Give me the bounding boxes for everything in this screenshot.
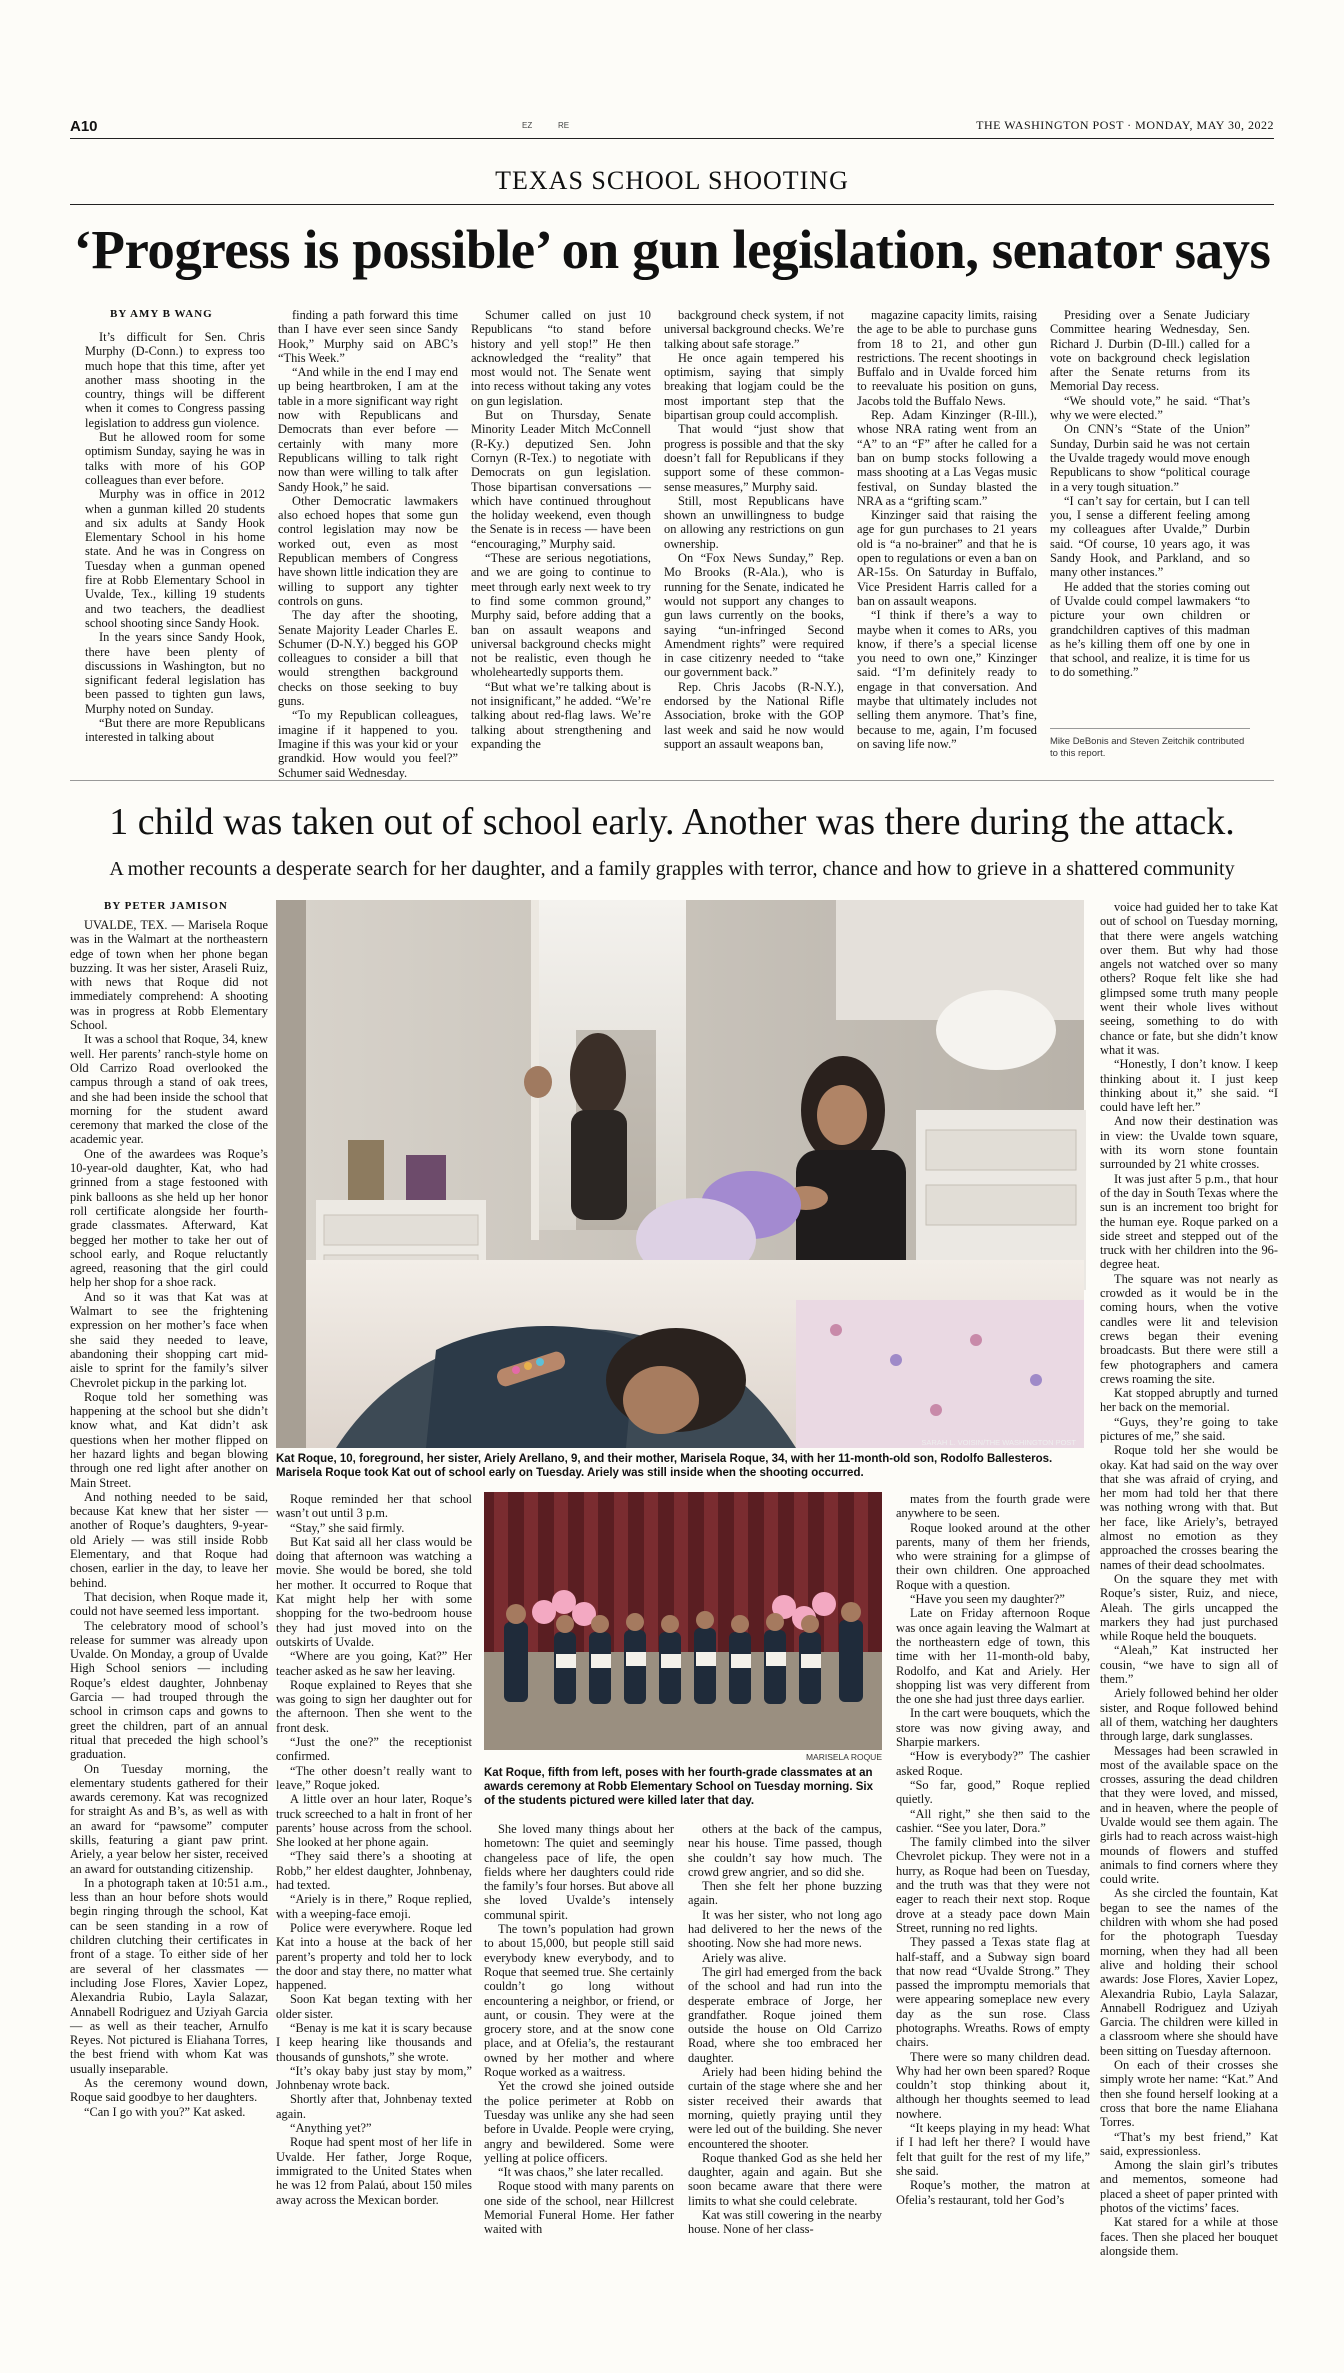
paragraph: Shortly after that, Johnbenay texted again.: [276, 2092, 472, 2121]
paragraph: Schumer called on just 10 Republicans “to stand before history and yell stop!” He then acknowledged the “reality” that most would not. The Senate went into recess without taking any votes on gun legislation.: [471, 308, 651, 408]
paragraph: Yet the crowd she joined outside the police perimeter at Robb on Tuesday was unlike any she had seen before in Uvalde. People were crying, angry and bewildered. Some were yelling at police officers.: [484, 2079, 674, 2165]
paragraph: Kat was still cowering in the nearby house. None of her class-: [688, 2208, 882, 2237]
paragraph: Roque explained to Reyes that she was going to sign her daughter out for the afternoon. Then she went to the front desk.: [276, 1677, 472, 1735]
paragraph: Late on Friday afternoon Roque was once again leaving the Walmart at the northeastern edge of town, this time with her 11-month-old baby, Rodolfo, and Kat and Ariely. Her shopping list was very different from the one she had just three days earlier.: [896, 1606, 1090, 1707]
story-divider: [70, 780, 1274, 781]
paragraph: But he allowed room for some optimism Sunday, saying he was in talks with more of his GOP colleagues than ever before.: [85, 430, 265, 487]
contrib-rule: [1050, 728, 1250, 729]
paragraph: others at the back of the campus, near his house. Time passed, though she couldn’t say how much. The crowd grew angrier, and so did she.: [688, 1822, 882, 1879]
paragraph: Roque told her something was happening at the school but she didn’t know what, and Kat didn’t ask questions when her mother flipped on her hazard lights and began blowing through one red light after another on Main Street.: [70, 1389, 268, 1490]
paragraph: There were so many children dead. Why had her own been spared? Roque couldn’t stop thinking about it, although her thoughts seemed to lead nowhere.: [896, 2049, 1090, 2121]
story1-column: [664, 308, 844, 770]
paragraph: He added that the stories coming out of Uvalde could compel lawmakers “to picture your own children or grandchildren captives of this madman as he’s killing them off one by one in that school, and realize, it is time for us to do something.”: [1050, 579, 1250, 680]
paragraph: “I think if there’s a way to maybe when it comes to ARs, you know, if there’s a special license you need to own one,” Kinzinger said. “I’m definitely ready to engage in that conversation. And maybe that ultimately includes not selling them anymore. That’s fine, because to me, again, I’m focused on saving life now.”: [857, 608, 1037, 751]
story1-column: [471, 308, 651, 770]
top-rule: [70, 138, 1274, 139]
paragraph: “That’s my best friend,” Kat said, expressionless.: [1100, 2129, 1278, 2158]
paragraph: “Have you seen my daughter?”: [910, 1592, 1065, 1607]
paragraph: It was a school that Roque, 34, knew well. Her parents’ ranch-style home on Old Carrizo Road overlooked the campus through a stand of oak trees, and she had been inside the school that morning for the student award ceremony that marked the close of the academic year.: [70, 1032, 268, 1147]
paragraph: “Guys, they’re going to take pictures of me,” she said.: [1100, 1414, 1278, 1443]
paragraph: A little over an hour later, Roque’s truck screeched to a halt in front of her parents’ house across from the school. She looked at her phone again.: [276, 1792, 472, 1850]
story2-column: [276, 1492, 472, 2272]
paragraph: On each of their crosses she simply wrote her name: “Kat.” And then she found herself looking at a cross that bore the name Eliahana Torres.: [1100, 2058, 1278, 2130]
photo1-credit: SARAH L. VOISIN/THE WASHINGTON POST: [921, 1438, 1076, 1447]
story1-byline: BY AMY B WANG: [110, 308, 213, 320]
paragraph: “And while in the end I may end up being heartbroken, I am at the table in a more significant way right now with Republicans and Democrats than ever before — certainly with many more Republicans willing to talk right now than were willing to talk after Sandy Hook,” he said.: [278, 365, 458, 494]
paragraph: And nothing needed to be said, because Kat knew that her sister — another of Roque’s daughters, 9-year-old Ariely — was still inside Robb Elementary, and that Roque had chosen, earlier in the day, to leave her behind.: [70, 1489, 268, 1590]
paragraph: Rep. Adam Kinzinger (R-Ill.), whose NRA rating went from an “A” to an “F” after he called for a ban on bump stocks following a mass shooting at a Las Vegas music festival, on Sunday blasted the NRA as a “grifting scam.”: [857, 408, 1037, 508]
paragraph: voice had guided her to take Kat out of school on Tuesday morning, that there were angels watching over them. But why had those angels not watched over so many others? Roque felt like she had glimpsed some truth many people went their whole lives without seeing, something to do with chance or fate, but she didn’t know what it was.: [1100, 900, 1278, 1057]
paragraph: “Can I go with you?” Kat asked.: [84, 2104, 246, 2119]
paragraph: On CNN’s “State of the Union” Sunday, Durbin said he was not certain the Uvalde tragedy would move enough Republicans to show “political courage in a very tough situation.”: [1050, 422, 1250, 494]
paragraph: Presiding over a Senate Judiciary Committee hearing Wednesday, Sen. Richard J. Durbin (D-Ill.) called for a vote on background check legislation after the Senate returns from its Memorial Day recess.: [1050, 308, 1250, 394]
paragraph: Kinzinger said that raising the age for gun purchases to 21 years old is “a no-brainer” and that he is open to regulations or even a ban on AR-15s. On Saturday in Buffalo, Vice President Harris called for a ban on assault weapons.: [857, 508, 1037, 608]
paragraph: “So far, good,” Roque replied quietly.: [896, 1777, 1090, 1807]
paragraph: “Aleah,” Kat instructed her cousin, “we have to sign all of them.”: [1100, 1643, 1278, 1687]
paragraph: As she circled the fountain, Kat began to see the names of the children with whom she had posed for the photograph Tuesday morning, when they had all been alive and holding their school awards: Jose Flores, Xavier Lopez, Alexandria Rubio, Layla Salazar, Annabell Rodriguez and Uziyah Garcia. The children were killed in a classroom where she should have been sitting on Tuesday afternoon.: [1100, 1886, 1278, 2058]
paragraph: Murphy was in office in 2012 when a gunman killed 20 students and six adults at Sandy Hook Elementary School in his home state. And he was in Congress on Tuesday when a gunman opened fire at Robb Elementary School in Uvalde, Tex., killing 19 students and two teachers, the deadliest school shooting since Sandy Hook.: [85, 487, 265, 630]
paragraph: “We should vote,” he said. “That’s why we were elected.”: [1050, 393, 1250, 423]
paragraph: The square was not nearly as crowded as it would be in the coming hours, when the votive candles were lit and television crews began their evening broadcasts. But there were still a few photographers and camera crews roaming the site.: [1100, 1271, 1278, 1386]
paragraph: “Stay,” she said firmly.: [290, 1520, 405, 1535]
paragraph: “Benay is me kat it is scary because I keep hearing like thousands and thousands of gunshots,” she wrote.: [276, 2020, 472, 2064]
story1-column: [1050, 308, 1250, 718]
story2-dek: A mother recounts a desperate search for her daughter, and a family grapples with terror, chance and how to grieve in a shattered community: [109, 858, 1235, 880]
class-photo: [484, 1492, 882, 1750]
story2-column: [688, 1822, 882, 2272]
story1-column: [278, 308, 458, 780]
paragraph: In a photograph taken at 10:51 a.m., less than an hour before shots would begin ringing through the school, Kat can be seen standing in a row of children clutching their certificates in front of a stage. To either side of her are several of her classmates — including Jose Flores, Xavier Lopez, Alexandria Rubio, Layla Salazar, Annabell Rodriguez and Uziyah Garcia — as well as their teacher, Arnulfo Reyes. Not pictured is Eliahana Torres, the best friend with whom Kat was usually inseparable.: [70, 1875, 268, 2076]
paragraph: It’s difficult for Sen. Chris Murphy (D-Conn.) to express too much hope that this time, after yet another mass shooting in the country, things will be different when it comes to Congress passing legislation to address gun violence.: [85, 330, 265, 430]
story2-byline: BY PETER JAMISON: [104, 900, 228, 912]
paragraph: Rep. Chris Jacobs (R-N.Y.), endorsed by the National Rifle Association, broke with the GOP last week and said he now would support an assault weapons ban,: [664, 679, 844, 751]
paragraph: “The other doesn’t really want to leave,” Roque joked.: [276, 1763, 472, 1792]
photo2-caption: Kat Roque, fifth from left, poses with her fourth-grade classmates at an awards ceremony at Robb Elementary School on Tuesday morning. Six of the students pictured were killed later that day.: [484, 1767, 873, 1807]
paragraph: The girl had emerged from the back of the school and had run into the desperate embrace of Jorge, her grandfather. Roque joined them outside the house on Old Carrizo Road, where she too embraced her daughter.: [688, 1964, 882, 2065]
paragraph: Roque stood with many parents on one side of the school, near Hillcrest Memorial Funeral Home. Her father waited with: [484, 2179, 674, 2237]
paragraph: In the years since Sandy Hook, there have been plenty of discussions in Washington, but no significant federal legislation has been passed to tighten gun laws, Murphy noted on Sunday.: [85, 630, 265, 716]
page-number: A10: [70, 118, 98, 135]
paragraph: She loved many things about her hometown: The quiet and seemingly changeless pace of life, the open fields where her daughters could ride the family’s four horses. But above all she loved Uvalde’s intensely communal spirit.: [484, 1822, 674, 1922]
awards-ceremony-photo: [484, 1492, 882, 1750]
paragraph: Roque thanked God as she held her daughter, again and again. But she soon became aware that there were limits to what she could celebrate.: [688, 2150, 882, 2208]
story1-column: [857, 308, 1037, 770]
paragraph: But Kat said all her class would be doing that afternoon was watching a movie. She would be bored, she told her mother. It occurred to Roque that Kat might help her with some shopping for the two-bedroom house they had just moved into on the outskirts of Uvalde.: [276, 1534, 472, 1649]
paragraph: Kat stared for a while at those faces. Then she placed her bouquet alongside them.: [1100, 2215, 1278, 2258]
paragraph: “But what we’re talking about is not insignificant,” he added. “We’re talking about red-flag laws. We’re talking about strengthening and expanding the: [471, 679, 651, 751]
story2-column: [1100, 900, 1278, 2272]
paragraph: On Tuesday morning, the elementary students gathered for their awards ceremony. Kat was recognized for straight As and B’s, as well as with an award for “pawsome” computer skills, featuring a giant paw print. Ariely, a year below her sister, received an award for outstanding citizenship.: [70, 1761, 268, 1876]
paragraph: That decision, when Roque made it, could not have seemed less important.: [70, 1589, 268, 1619]
story1-headline: ‘Progress is possible’ on gun legislation, senator says: [73, 219, 1271, 280]
paragraph: Still, most Republicans have shown an unwillingness to budge on allowing any restrictions on gun ownership.: [664, 493, 844, 551]
paragraph: The day after the shooting, Senate Majority Leader Charles E. Schumer (D-N.Y.) begged his GOP colleagues to consider a bill that would strengthen background checks on those seeking to buy guns.: [278, 608, 458, 709]
paper-dateline: THE WASHINGTON POST · MONDAY, MAY 30, 2022: [976, 118, 1274, 132]
paragraph: UVALDE, TEX. — Marisela Roque was in the Walmart at the northeastern edge of town when her phone began buzzing. It was her sister, Araseli Ruiz, with news that Roque did not immediately comprehend: A shooting was in progress at Robb Elementary School.: [70, 918, 268, 1033]
paragraph: background check system, if not universal background checks. We’re talking about safe storage.”: [664, 308, 844, 351]
paragraph: “Where are you going, Kat?” Her teacher asked as he saw her leaving.: [276, 1649, 472, 1678]
photo2-credit: MARISELA ROQUE: [805, 1752, 882, 1762]
paragraph: finding a path forward this time than I have ever seen since Sandy Hook,” Murphy said on ABC’s “This Week.”: [278, 308, 458, 365]
family-bedroom-photo: [276, 900, 1084, 1448]
section-heading: TEXAS SCHOOL SHOOTING: [495, 166, 849, 195]
paragraph: Roque looked around at the other parents, many of them her friends, who were straining for a glimpse of their own children. One approached Roque with a question.: [896, 1520, 1090, 1592]
paragraph: “To my Republican colleagues, imagine if it happened to you. Imagine if this was your kid or your grandkid. How would you feel?” Schumer said Wednesday.: [278, 708, 458, 780]
story2-column: [70, 918, 268, 2278]
contributors-note: Mike DeBonis and Steven Zeitchik contributed to this report.: [1050, 736, 1245, 759]
paragraph: The town’s population had grown to about 15,000, but people still said everybody knew everybody, and to Roque that seemed true. She certainly couldn’t go long without encountering a neighbor, or friend, or aunt, or cousin. They were at the grocery store, and at the snow cone place, and at Ofelia’s, the restaurant owned by her mother and where Roque worked as a waitress.: [484, 1922, 674, 2080]
paragraph: Roque’s mother, the matron at Ofelia’s restaurant, told her God’s: [896, 2178, 1090, 2207]
paragraph: Ariely followed behind her older sister, and Roque followed behind all of them, watching her daughters through large, dark sunglasses.: [1100, 1686, 1278, 1744]
paragraph: That would “just show that progress is possible and that the sky doesn’t fall for Republicans if they support some of these common-sense measures,” Murphy said.: [664, 422, 844, 494]
paragraph: He once again tempered his optimism, saying that simply breaking that logjam could be the most important step that the bipartisan group could accomplish.: [664, 350, 844, 423]
paragraph: And so it was that Kat was at Walmart to see the frightening expression on her mother’s face when she said they needed to leave, abandoning their shopping cart mid-aisle to sprint for the family’s silver Chevrolet pickup in the parking lot.: [70, 1289, 268, 1390]
paragraph: magazine capacity limits, raising the age to be able to purchase guns from 18 to 21, and other gun restrictions. The recent shootings in Buffalo and in Uvalde forced him to reevaluate his position on guns, Jacobs told the Buffalo News.: [857, 308, 1037, 408]
paragraph: “It’s okay baby just stay by mom,” Johnbenay wrote back.: [276, 2063, 472, 2093]
paragraph: “All right,” she then said to the cashier. “See you later, Dora.”: [896, 1806, 1090, 1835]
paragraph: Other Democratic lawmakers also echoed hopes that some gun control legislation may now be worked out, even as most Republican members of Congress have shown little indication they are willing to support any tighter controls on guns.: [278, 493, 458, 608]
paragraph: “Just the one?” the receptionist confirmed.: [276, 1735, 472, 1764]
paragraph: Ariely was alive.: [702, 1950, 787, 1965]
paragraph: Among the slain girl’s tributes and mementos, someone had placed a sheet of paper printed with photos of the victims’ faces.: [1100, 2158, 1278, 2216]
story2-column: [896, 1492, 1090, 2272]
paragraph: The family climbed into the silver Chevrolet pickup. They were not in a hurry, as Roque had been on Tuesday, and the truth was that they were not eager to reach their next stop. Roque drove at a steady pace down Main Street, running no red lights.: [896, 1835, 1090, 1935]
paragraph: As the ceremony wound down, Roque said goodbye to her daughters.: [70, 2076, 268, 2105]
paragraph: “It was chaos,” she later recalled.: [498, 2165, 664, 2180]
paragraph: Soon Kat began texting with her older sister.: [276, 1992, 472, 2021]
paragraph: They passed a Texas state flag at half-staff, and a Subway sign board that now read “Uvalde Strong.” They passed the impromptu memorials that were appearing someplace new every day as the sun rose. Class photographs. Wreaths. Rows of empty chairs.: [896, 1935, 1090, 2050]
edition-mark: RE: [558, 121, 570, 130]
story2-headline: 1 child was taken out of school early. Another was there during the attack.: [109, 801, 1235, 843]
paragraph: Roque reminded her that school wasn’t out until 3 p.m.: [276, 1492, 472, 1521]
story1-column: [85, 330, 265, 770]
paragraph: “Anything yet?”: [290, 2121, 372, 2136]
paragraph: Police were everywhere. Roque led Kat into a house at the back of her parent’s property and told her to lock the door and stay there, no matter what happened.: [276, 1920, 472, 1993]
paragraph: “How is everybody?” The cashier asked Roque.: [896, 1749, 1090, 1778]
paragraph: “They said there’s a shooting at Robb,” her eldest daughter, Johnbenay, had texted.: [276, 1849, 472, 1893]
paragraph: “Honestly, I don’t know. I keep thinking about it. I just keep thinking about it,” she said. “I could have left her.”: [1100, 1057, 1278, 1115]
edition-mark: EZ: [522, 121, 533, 130]
main-photo: [276, 900, 1084, 1448]
paragraph: Ariely had been hiding behind the curtain of the stage where she and her sister received their awards that morning, quietly praying until they were led out of the building. She never encountered the shooter.: [688, 2065, 882, 2151]
paragraph: Messages had been scrawled in most of the available space on the crosses, assuring the dead children that they were loved, and missed, and in heaven, where the people of Uvalde would see them again. The girls had to reach across waist-high mounds of flowers and stuffed animals to find corners where they could write.: [1100, 1743, 1278, 1887]
paragraph: Roque had spent most of her life in Uvalde. Her father, Jorge Roque, immigrated to the United States when he was 12 from Palaú, about 150 miles away across the Mexican border.: [276, 2135, 472, 2207]
paragraph: It was her sister, who not long ago had delivered to her the news of the shooting. Now she had more news.: [688, 1907, 882, 1951]
paragraph: One of the awardees was Roque’s 10-year-old daughter, Kat, who had grinned from a stage festooned with pink balloons as she held up her honor roll certificate alongside her fourth-grade classmates. Afterward, Kat begged her mother to take her out of school early, and Roque reluctantly agreed, reasoning that the girl could help her shop for a shoe rack.: [70, 1146, 268, 1290]
paragraph: “Ariely is in there,” Roque replied, with a weeping-face emoji.: [276, 1892, 472, 1921]
paragraph: But on Thursday, Senate Minority Leader Mitch McConnell (R-Ky.) deputized Sen. John Cornyn (R-Tex.) to negotiate with Democrats on gun legislation. Those bipartisan conversations — which have continued throughout the holiday weekend, even though the Senate is in recess — have been “encouraging,” Murphy said.: [471, 408, 651, 551]
paragraph: The celebratory mood of school’s release for summer was already upon Uvalde. On Monday, a group of Uvalde High School seniors — including Roque’s eldest daughter, Johnbenay Garcia — had trouped through the school in crimson caps and gowns to greet the children, part of an annual ritual that preceded the high school’s graduation.: [70, 1618, 268, 1762]
photo1-caption: Kat Roque, 10, foreground, her sister, Ariely Arellano, 9, and their mother, Marisela Roque, 34, with her 11-month-old son, Rodolfo Ballesteros. Marisela Roque took Kat out of school early on Tuesday. Ariely was still inside when the shooting occurred.: [276, 1453, 1053, 1479]
paragraph: It was just after 5 p.m., that hour of the day in South Texas where the sun is an increment too bright for the human eye. Roque parked on a side street and stepped out of the truck with her children into the 96-degree heat.: [1100, 1171, 1278, 1272]
paragraph: Kat stopped abruptly and turned her back on the memorial.: [1100, 1386, 1278, 1415]
paragraph: Then she felt her phone buzzing again.: [688, 1879, 882, 1908]
paragraph: “It keeps playing in my head: What if I had left her there? I would have felt that guilt for the rest of my life,” she said.: [896, 2121, 1090, 2178]
story2-column: [484, 1822, 674, 2272]
paragraph: In the cart were bouquets, which the store was now giving away, and Sharpie markers.: [896, 1706, 1090, 1750]
paragraph: “But there are more Republicans interested in talking about: [85, 716, 265, 745]
paragraph: “These are serious negotiations, and we are going to continue to meet through early next week to try to find some common ground,” Murphy said, before adding that a ban on assault weapons and universal background checks might not be realistic, even though he wholeheartedly supports them.: [471, 551, 651, 680]
paragraph: “I can’t say for certain, but I can tell you, I sense a different feeling among my colleagues after Uvalde,” Durbin said. “Of course, 10 years ago, it was Sandy Hook, and Parkland, and so many other instances.”: [1050, 493, 1250, 580]
paragraph: On “Fox News Sunday,” Rep. Mo Brooks (R-Ala.), who is running for the Senate, indicated he would not support any changes to gun laws currently on the books, saying “un-infringed Second Amendment rights” were required in case citizenry needed to “take our government back.”: [664, 551, 844, 680]
paragraph: Roque told her she would be okay. Kat had said on the way over that she was afraid of crying, and her mom had told her that there was nothing wrong with that. But her face, like Ariely’s, betrayed almost no emotion as they approached the crosses bearing the names of their dead schoolmates.: [1100, 1443, 1278, 1572]
paragraph: And now their destination was in view: the Uvalde town square, with its worn stone fountain surrounded by 21 white crosses.: [1100, 1114, 1278, 1172]
section-rule: [70, 204, 1274, 205]
paragraph: mates from the fourth grade were anywhere to be seen.: [896, 1492, 1090, 1521]
paragraph: On the square they met with Roque’s sister, Ruiz, and niece, Aleah. The girls uncapped the markers they had just purchased while Roque held the bouquets.: [1100, 1571, 1278, 1644]
